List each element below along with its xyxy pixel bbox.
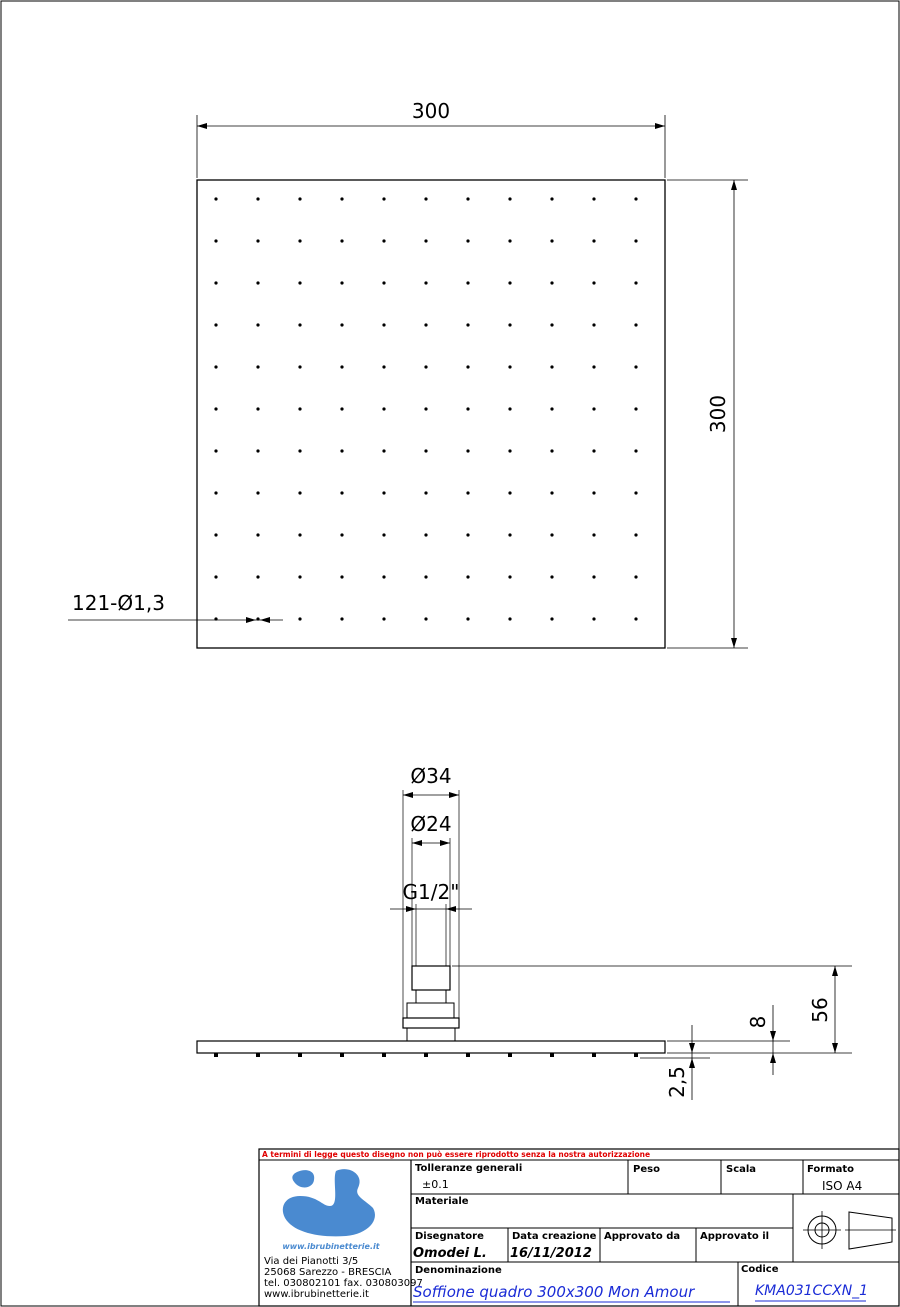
top-view <box>68 99 748 648</box>
hole <box>550 491 553 494</box>
hole <box>508 239 511 242</box>
hole <box>214 281 217 284</box>
hole <box>214 533 217 536</box>
hole <box>256 575 259 578</box>
hole <box>256 323 259 326</box>
format-label: Formato <box>807 1164 855 1175</box>
hole <box>424 365 427 368</box>
hole <box>382 365 385 368</box>
hole <box>382 491 385 494</box>
tolerances-value: ±0.1 <box>422 1178 449 1191</box>
thread-label: G1/2" <box>402 880 460 904</box>
dia24-label: Ø24 <box>410 812 452 836</box>
nozzle <box>340 1053 344 1057</box>
hole <box>256 239 259 242</box>
connector-base <box>407 1028 455 1041</box>
hole <box>592 449 595 452</box>
hole <box>340 323 343 326</box>
hole <box>214 491 217 494</box>
holes-arrow-left <box>246 617 256 623</box>
hole <box>214 323 217 326</box>
nozzle <box>214 1053 218 1057</box>
nozzle <box>466 1053 470 1057</box>
t8-label: 8 <box>746 1015 770 1029</box>
hole <box>466 323 469 326</box>
hole <box>550 323 553 326</box>
h56-label: 56 <box>808 997 832 1023</box>
o25-label: 2,5 <box>665 1066 689 1098</box>
hole <box>508 365 511 368</box>
code-value: KMA031CCXN_1 <box>755 1283 869 1299</box>
address-line-2: 25068 Sarezzo - BRESCIA <box>264 1267 392 1278</box>
hole-grid <box>214 197 637 620</box>
hole <box>340 617 343 620</box>
hole <box>466 365 469 368</box>
hole <box>256 365 259 368</box>
hole <box>508 575 511 578</box>
hole <box>508 407 511 410</box>
nozzle <box>508 1053 512 1057</box>
hole <box>424 491 427 494</box>
hole <box>214 197 217 200</box>
hole <box>256 281 259 284</box>
title-block <box>259 1149 899 1306</box>
address-line-1: Via dei Pianotti 3/5 <box>264 1256 359 1267</box>
connector-body <box>407 1003 454 1018</box>
hole <box>382 197 385 200</box>
hole <box>298 323 301 326</box>
hole <box>424 533 427 536</box>
hole <box>634 449 637 452</box>
t8-arrow-top <box>770 1031 776 1041</box>
hole <box>550 407 553 410</box>
name-value: Soffione quadro 300x300 Mon Amour <box>413 1283 695 1301</box>
nozzle <box>550 1053 554 1057</box>
hole <box>424 323 427 326</box>
hole <box>550 449 553 452</box>
name-label: Denominazione <box>415 1265 502 1276</box>
nozzle <box>256 1053 260 1057</box>
hole <box>634 617 637 620</box>
hole <box>466 449 469 452</box>
hole <box>634 575 637 578</box>
hole <box>382 407 385 410</box>
o25-arrow-bottom <box>689 1058 695 1068</box>
hole <box>256 533 259 536</box>
hole <box>592 281 595 284</box>
nozzle <box>424 1053 428 1057</box>
address-line-4: www.ibrubinetterie.it <box>264 1289 369 1300</box>
thread-arrow-right <box>446 906 456 912</box>
hole <box>382 575 385 578</box>
hole <box>256 407 259 410</box>
hole <box>298 491 301 494</box>
hole <box>508 323 511 326</box>
hole <box>466 239 469 242</box>
hole <box>466 575 469 578</box>
o25-arrow-top <box>689 1043 695 1053</box>
hole <box>298 281 301 284</box>
hole <box>340 197 343 200</box>
hole <box>340 533 343 536</box>
created-label: Data creazione <box>512 1231 597 1242</box>
hole <box>634 533 637 536</box>
hole <box>424 407 427 410</box>
hole <box>214 365 217 368</box>
holes-label: 121-Ø1,3 <box>72 591 165 615</box>
company-logo <box>283 1169 375 1236</box>
hole <box>466 281 469 284</box>
hole <box>214 239 217 242</box>
weight-label: Peso <box>633 1164 660 1175</box>
nozzle <box>298 1053 302 1057</box>
hole <box>214 449 217 452</box>
dia34-label: Ø34 <box>410 764 452 788</box>
hole <box>634 491 637 494</box>
hole <box>508 449 511 452</box>
hole <box>340 407 343 410</box>
hole <box>298 407 301 410</box>
hole <box>298 197 301 200</box>
hole <box>382 533 385 536</box>
hole <box>424 449 427 452</box>
hole <box>508 281 511 284</box>
hole <box>340 449 343 452</box>
hole <box>592 533 595 536</box>
hole <box>592 407 595 410</box>
hole <box>382 239 385 242</box>
hole <box>340 239 343 242</box>
hole <box>550 575 553 578</box>
designer-value: Omodei L. <box>413 1246 487 1261</box>
hole <box>592 323 595 326</box>
t8-arrow-bottom <box>770 1053 776 1063</box>
hole <box>424 239 427 242</box>
hole <box>298 575 301 578</box>
hole <box>634 365 637 368</box>
nozzle <box>634 1053 638 1057</box>
hole <box>298 533 301 536</box>
hole <box>634 323 637 326</box>
hole <box>466 407 469 410</box>
hole <box>592 575 595 578</box>
connector-nut <box>403 1018 459 1028</box>
format-value: ISO A4 <box>822 1179 863 1193</box>
hole <box>466 617 469 620</box>
hole <box>298 617 301 620</box>
hole <box>634 407 637 410</box>
hole <box>508 617 511 620</box>
connector-thread <box>412 966 450 990</box>
scale-label: Scala <box>726 1164 757 1175</box>
hole <box>592 491 595 494</box>
hole <box>382 449 385 452</box>
hole <box>466 533 469 536</box>
hole <box>634 281 637 284</box>
hole <box>592 197 595 200</box>
hole <box>256 491 259 494</box>
hole <box>550 281 553 284</box>
sheet-border <box>1 1 899 1306</box>
hole <box>550 533 553 536</box>
approved-on-label: Approvato il <box>700 1231 770 1242</box>
hole <box>550 239 553 242</box>
hole <box>382 323 385 326</box>
hole <box>298 449 301 452</box>
logo-url: www.ibrubinetterie.it <box>282 1242 380 1251</box>
plate-side <box>197 1041 665 1053</box>
hole <box>382 281 385 284</box>
holes-arrow-right <box>260 617 270 623</box>
hole <box>634 239 637 242</box>
hole <box>340 491 343 494</box>
projection-symbol <box>803 1211 896 1249</box>
nozzle <box>592 1053 596 1057</box>
side-view <box>197 764 852 1100</box>
code-label: Codice <box>741 1264 779 1275</box>
hole <box>340 281 343 284</box>
material-label: Materiale <box>415 1196 469 1207</box>
created-value: 16/11/2012 <box>510 1246 592 1261</box>
width-label: 300 <box>411 99 451 123</box>
hole <box>214 407 217 410</box>
hole <box>256 197 259 200</box>
hole <box>592 617 595 620</box>
hole <box>592 365 595 368</box>
thread-arrow-left <box>406 906 416 912</box>
hole <box>550 365 553 368</box>
height-label: 300 <box>706 394 730 434</box>
hole <box>508 491 511 494</box>
hole <box>256 449 259 452</box>
nozzle <box>382 1053 386 1057</box>
hole <box>424 617 427 620</box>
designer-label: Disegnatore <box>415 1231 484 1242</box>
hole <box>550 617 553 620</box>
address-line-3: tel. 030802101 fax. 030803097 <box>264 1278 423 1289</box>
hole <box>340 575 343 578</box>
hole <box>466 197 469 200</box>
hole <box>508 197 511 200</box>
hole <box>340 365 343 368</box>
approved-by-label: Approvato da <box>604 1231 681 1242</box>
hole <box>592 239 595 242</box>
hole <box>424 197 427 200</box>
hole <box>424 575 427 578</box>
hole <box>466 491 469 494</box>
hole <box>298 365 301 368</box>
hole <box>298 239 301 242</box>
hole <box>424 281 427 284</box>
connector-neck <box>416 990 446 1003</box>
hole <box>214 575 217 578</box>
warning-text: A termini di legge questo disegno non può essere riprodotto senza la nostra autorizzazione <box>262 1150 651 1159</box>
hole <box>634 197 637 200</box>
hole <box>382 617 385 620</box>
hole <box>508 533 511 536</box>
hole <box>550 197 553 200</box>
tolerances-label: Tolleranze generali <box>415 1163 523 1174</box>
